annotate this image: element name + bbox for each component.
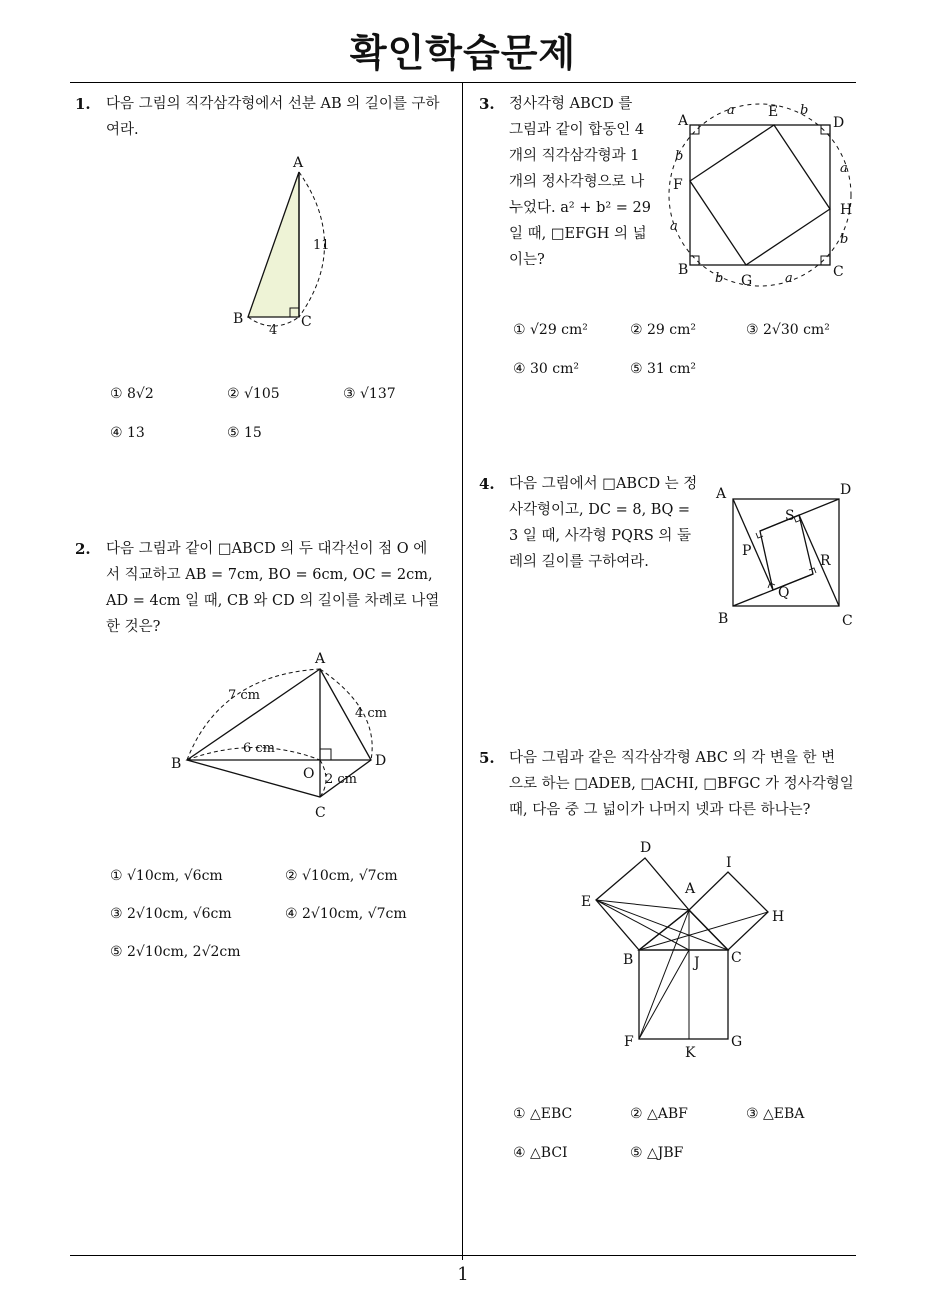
label-a: A — [678, 113, 689, 129]
side-a: a — [670, 219, 678, 234]
option-4[interactable]: ④ 2√10cm, √7cm — [285, 906, 407, 922]
label-r: R — [820, 553, 831, 569]
label-c: C — [315, 805, 326, 821]
label-c: C — [833, 264, 844, 280]
label-p: P — [742, 543, 752, 559]
label-q: Q — [778, 585, 790, 601]
label-i: I — [726, 855, 732, 871]
label-b: B — [233, 311, 244, 327]
option-3[interactable]: ③ 2√10cm, √6cm — [110, 906, 232, 922]
question-line: 한 것은? — [106, 619, 161, 635]
option-5[interactable]: ⑤ △JBF — [630, 1145, 684, 1161]
question-line: 정사각형 ABCD 를 — [509, 96, 633, 112]
question-line: 서 직교하고 AB = 7cm, BO = 6cm, OC = 2cm, — [106, 567, 433, 583]
label-d: D — [833, 115, 845, 131]
question-line: 레의 길이를 구하여라. — [509, 554, 649, 570]
side-b: b — [840, 232, 849, 247]
label-b: B — [171, 756, 182, 772]
option-4[interactable]: ④ 13 — [110, 425, 145, 441]
question-line: 때, 다음 중 그 넓이가 나머지 넷과 다른 하나는? — [509, 802, 811, 818]
option-5[interactable]: ⑤ 2√10cm, 2√2cm — [110, 944, 241, 960]
option-4[interactable]: ④ △BCI — [513, 1145, 568, 1161]
label-s: S — [785, 508, 795, 524]
length-ac: 11 — [313, 238, 330, 253]
option-2[interactable]: ② 29 cm² — [630, 322, 696, 338]
option-2[interactable]: ② √105 — [227, 386, 280, 402]
label-a: A — [315, 651, 326, 667]
side-b: b — [715, 271, 724, 286]
question-line: 으로 하는 □ADEB, □ACHI, □BFGC 가 정사각형일 — [509, 776, 854, 792]
option-1[interactable]: ① √10cm, √6cm — [110, 868, 223, 884]
length-oc: 2 cm — [325, 772, 358, 787]
label-a: A — [685, 881, 696, 897]
question-number: 1. — [75, 95, 91, 113]
question-line: 여라. — [106, 122, 139, 138]
label-a: A — [716, 486, 727, 502]
side-b: b — [675, 149, 684, 164]
question-line: 3 일 때, 사각형 PQRS 의 둘 — [509, 528, 692, 544]
page-number: 1 — [457, 1264, 469, 1285]
question-number: 4. — [479, 475, 495, 493]
option-1[interactable]: ① 8√2 — [110, 386, 154, 402]
question-line: 다음 그림과 같은 직각삼각형 ABC 의 각 변을 한 변 — [509, 750, 836, 766]
side-a: a — [840, 161, 848, 176]
page-title: 확인학습문제 — [349, 31, 577, 75]
option-4[interactable]: ④ 30 cm² — [513, 361, 579, 377]
label-d: D — [840, 482, 852, 498]
option-3[interactable]: ③ √137 — [343, 386, 396, 402]
question-line: 다음 그림의 직각삼각형에서 선분 AB 의 길이를 구하 — [106, 96, 440, 112]
option-1[interactable]: ① △EBC — [513, 1106, 573, 1122]
question-number: 2. — [75, 540, 91, 558]
question-line: 누었다. a² + b² = 29 — [509, 200, 651, 216]
label-h: H — [840, 202, 853, 218]
option-3[interactable]: ③ △EBA — [746, 1106, 805, 1122]
label-g: G — [731, 1034, 743, 1050]
label-b: B — [623, 952, 634, 968]
length-ad: 4 cm — [355, 706, 388, 721]
option-3[interactable]: ③ 2√30 cm² — [746, 322, 830, 338]
question-number: 5. — [479, 749, 495, 767]
option-2[interactable]: ② △ABF — [630, 1106, 688, 1122]
question-line: 다음 그림에서 □ABCD 는 정 — [509, 476, 698, 492]
option-2[interactable]: ② √10cm, √7cm — [285, 868, 398, 884]
question-line: 사각형이고, DC = 8, BQ = — [509, 502, 691, 518]
label-c: C — [731, 950, 742, 966]
side-a: a — [785, 271, 793, 286]
question-line: 다음 그림과 같이 □ABCD 의 두 대각선이 점 O 에 — [106, 541, 428, 557]
question-number: 3. — [479, 95, 495, 113]
label-f: F — [673, 177, 683, 193]
label-o: O — [303, 766, 315, 782]
question-line: 개의 직각삼각형과 1 — [509, 148, 640, 164]
label-h: H — [772, 909, 785, 925]
question-line: 이는? — [509, 252, 545, 268]
question-line: 개의 정사각형으로 나 — [509, 174, 645, 190]
option-5[interactable]: ⑤ 31 cm² — [630, 361, 696, 377]
label-e: E — [768, 104, 779, 120]
label-b: B — [678, 262, 689, 278]
label-g: G — [741, 273, 753, 289]
option-1[interactable]: ① √29 cm² — [513, 322, 588, 338]
label-d: D — [640, 840, 652, 856]
label-c: C — [301, 314, 312, 330]
option-5[interactable]: ⑤ 15 — [227, 425, 262, 441]
side-a: a — [727, 103, 735, 118]
side-b: b — [800, 103, 809, 118]
length-ab: 7 cm — [228, 688, 261, 703]
label-d: D — [375, 753, 387, 769]
label-c: C — [842, 613, 853, 629]
label-k: K — [685, 1045, 696, 1061]
label-f: F — [624, 1034, 634, 1050]
label-b: B — [718, 611, 729, 627]
length-bc: 4 — [269, 323, 278, 338]
label-e: E — [581, 894, 592, 910]
label-j: J — [694, 955, 700, 971]
question-line: AD = 4cm 일 때, CB 와 CD 의 길이를 차례로 나열 — [106, 593, 440, 609]
question-line: 일 때, □EFGH 의 넓 — [509, 226, 647, 242]
length-bo: 6 cm — [243, 741, 276, 756]
label-a: A — [293, 155, 304, 171]
question-line: 그림과 같이 합동인 4 — [509, 122, 645, 138]
